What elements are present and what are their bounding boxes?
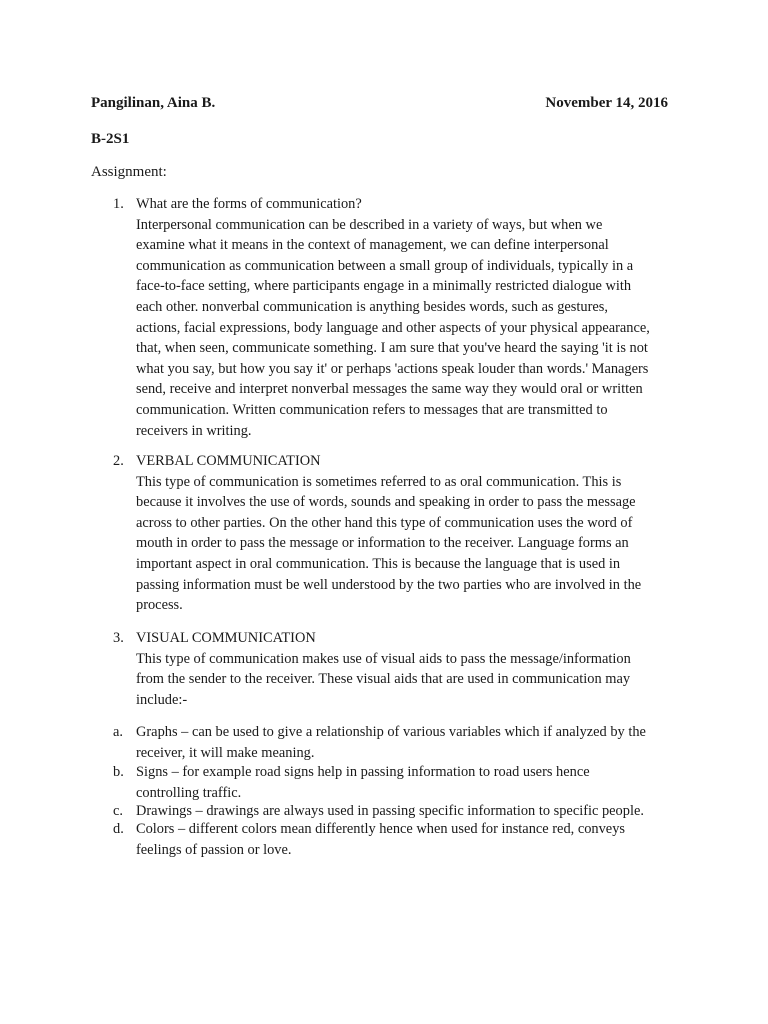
item-content bbox=[136, 628, 671, 710]
item-marker: a. bbox=[113, 724, 123, 740]
item-line: receiver, it will make meaning. bbox=[136, 744, 315, 761]
item-content bbox=[136, 194, 671, 441]
item-line: communication. Written communication refers to messages that are transmitted to bbox=[136, 401, 608, 418]
item-marker: 1. bbox=[113, 196, 124, 212]
item-line: Interpersonal communication can be described in a variety of ways, but when we bbox=[136, 216, 603, 233]
item-marker: b. bbox=[113, 764, 124, 780]
item-marker: d. bbox=[113, 821, 124, 837]
item-line: process. bbox=[136, 597, 183, 614]
item-line: feelings of passion or love. bbox=[136, 841, 292, 858]
item-line: each other. nonverbal communication is anything besides words, such as gestures, bbox=[136, 298, 608, 315]
item-line: face-to-face setting, where participants engage in a minimally restricted dialogue with bbox=[136, 278, 632, 295]
item-line: Colors – different colors mean differently hence when used for instance red, conveys bbox=[136, 821, 625, 837]
item-line: Signs – for example road signs help in passing information to road users hence bbox=[136, 764, 590, 780]
item-line: because it involves the use of words, sounds and speaking in order to pass the message bbox=[136, 494, 636, 511]
item-line: important aspect in oral communication. This is because the language that is used in bbox=[136, 555, 621, 572]
item-line: actions, facial expressions, body language and other aspects of your physical appearance, bbox=[136, 319, 650, 336]
item-line: communication as communication between a small group of individuals, typically in a bbox=[136, 257, 634, 274]
document-date: November 14, 2016 bbox=[545, 95, 668, 111]
item-line: what you say, but how you say it' or perhaps 'actions speak louder than words.' Managers bbox=[136, 360, 649, 377]
item-line: Drawings – drawings are always used in passing specific information to specific people. bbox=[136, 803, 644, 819]
item-line: Graphs – can be used to give a relationship of various variables which if analyzed by the bbox=[136, 724, 646, 740]
item-line: include:- bbox=[136, 691, 188, 708]
item-content bbox=[136, 819, 671, 860]
item-line: This type of communication is sometimes referred to as oral communication. This is bbox=[136, 473, 622, 490]
item-line: This type of communication makes use of visual aids to pass the message/information bbox=[136, 650, 631, 667]
item-line: that, when seen, communicate something. I am sure that you've heard the saying 'it is not bbox=[136, 340, 648, 357]
item-line: mouth in order to pass the message or information to the receiver. Language forms an bbox=[136, 535, 629, 552]
item-line: send, receive and interpret nonverbal messages the same way they would oral or written bbox=[136, 381, 643, 398]
item-heading: VISUAL COMMUNICATION bbox=[136, 630, 316, 646]
item-marker: 2. bbox=[113, 453, 124, 469]
assignment-label: Assignment: bbox=[91, 164, 167, 180]
item-content bbox=[136, 451, 671, 616]
item-marker: 3. bbox=[113, 630, 124, 646]
item-content bbox=[136, 722, 671, 763]
item-line: across to other parties. On the other hand this type of communication uses the word of bbox=[136, 514, 633, 531]
item-line: examine what it means in the context of management, we can define interpersonal bbox=[136, 237, 609, 254]
item-line: controlling traffic. bbox=[136, 784, 242, 801]
author-name: Pangilinan, Aina B. bbox=[91, 95, 216, 111]
document-header bbox=[91, 92, 668, 114]
section-code: B-2S1 bbox=[91, 131, 130, 147]
item-line: from the sender to the receiver. These visual aids that are used in communication may bbox=[136, 671, 631, 688]
item-content bbox=[136, 762, 671, 803]
item-line: passing information must be well understood by the two parties who are involved in the bbox=[136, 576, 642, 593]
item-heading: VERBAL COMMUNICATION bbox=[136, 453, 321, 469]
item-marker: c. bbox=[113, 803, 123, 819]
item-heading: What are the forms of communication? bbox=[136, 196, 362, 212]
item-line: receivers in writing. bbox=[136, 422, 252, 439]
